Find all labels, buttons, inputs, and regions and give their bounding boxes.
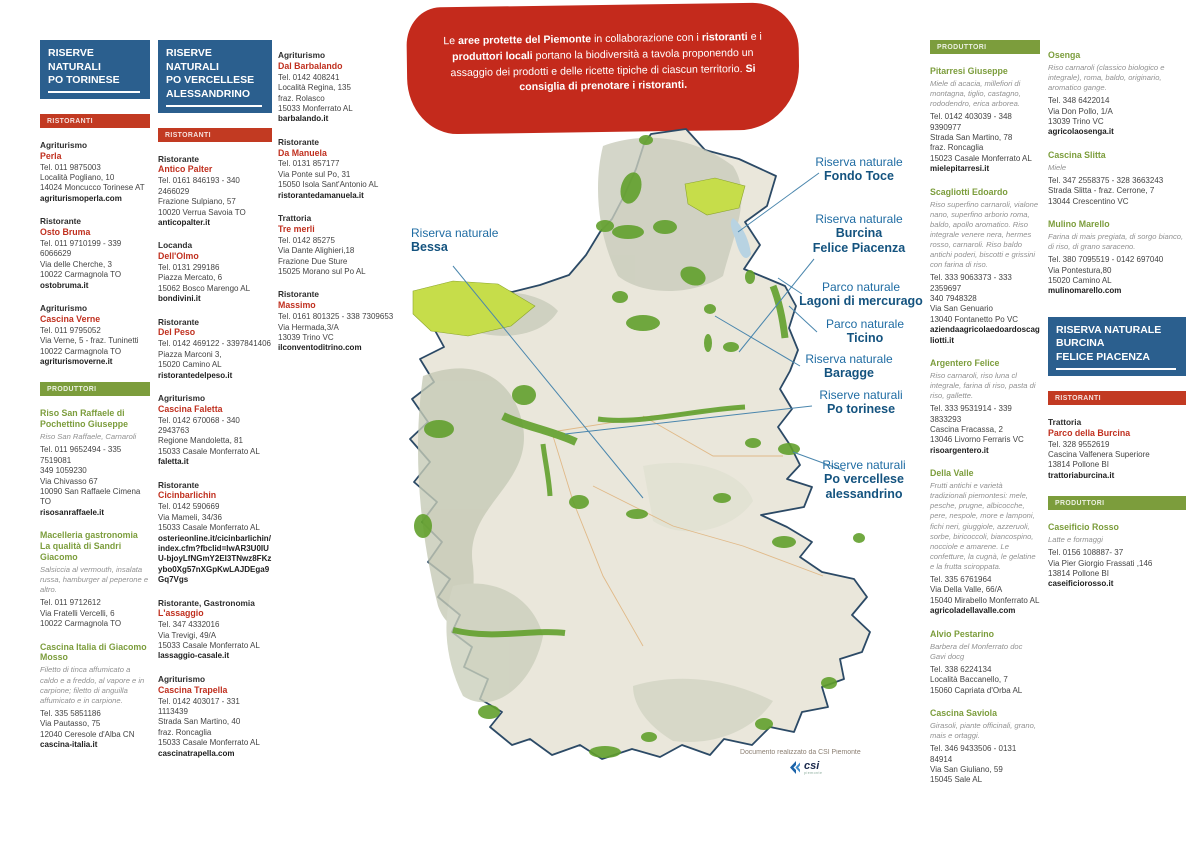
entry-category: Ristorante (40, 216, 82, 227)
entry-address-line: Via Don Pollo, 1/A (1048, 106, 1113, 116)
entry-name: Cicinbarlichin (158, 490, 217, 501)
entry-phone: Tel. 0142 469122 - 3397841406 (158, 339, 271, 349)
intro-segment: in collaborazione con i (591, 31, 702, 45)
restaurant-entry (278, 289, 394, 353)
restaurant-entry (158, 240, 272, 304)
entry-phone: Tel. 0142 590669 (158, 502, 220, 512)
entry-name: Macelleria gastronomia La qualità di Sandri Giacomo (40, 530, 138, 563)
entry-phone: Tel. 011 9710199 - 339 6066629 (40, 239, 122, 259)
entry-address-line: Via delle Cherche, 3 (40, 259, 112, 269)
entry-phone: Tel. 011 9712612 (40, 598, 101, 608)
entry-website: anticopalter.it (158, 217, 211, 227)
map-label-name: Po torinese (826, 402, 896, 417)
entry-name: Mulino Marello (1048, 219, 1110, 230)
restaurant-entry (40, 140, 150, 204)
csi-logo-icon (787, 761, 802, 774)
entry-description: Riso carnaroli (classico biologico e integrale), roma, baldo, originario, aromatico gange. (1048, 62, 1165, 93)
entry-website: lassaggio-casale.it (158, 651, 230, 661)
map-label-name: alessandrino (825, 486, 903, 501)
map-label-fondo-toce (808, 155, 910, 184)
entry-website: agricoladellavalle.com (930, 606, 1016, 616)
entry-address-line: 15045 Sale AL (930, 775, 983, 785)
entry-category: Agriturismo (158, 392, 206, 403)
entry-address-line: Via Hermada,3/A (278, 322, 339, 332)
entry-website: ristorantedelpeso.it (158, 370, 233, 380)
entry-name: Antico Palter (158, 164, 213, 175)
restaurant-entry (158, 393, 272, 468)
column-right (1048, 38, 1186, 590)
intro-segment: Le (443, 34, 459, 47)
entry-category: Ristorante (158, 479, 200, 490)
entry-name: Cascina Slitta (1048, 149, 1106, 160)
entry-category: Ristorante (158, 316, 200, 327)
entry-phone: Tel. 011 9652494 - 335 7519081 (40, 445, 122, 465)
entry-phone: Tel. 380 7095519 - 0142 697040 (1048, 255, 1164, 265)
map-label-name: Burcina (835, 226, 883, 241)
section-header-line: PO VERCELLESE (166, 74, 255, 87)
entry-address-line: 13039 Trino VC (278, 332, 334, 342)
intro-segment: ristoranti (701, 30, 748, 44)
map-label-type: Riserva naturale (411, 226, 499, 240)
entry-address-line: 15023 Casale Monferrato AL (930, 153, 1032, 163)
entry-phone: Tel. 0156 108887- 37 (1048, 548, 1124, 558)
entry-address-line: Via Verne, 5 - fraz. Tuninetti (40, 336, 139, 346)
entry-category: Ristorante (278, 289, 320, 300)
entry-name: Tre merli (278, 223, 315, 234)
entry-address-line: 10020 Verrua Savoia TO (158, 207, 246, 217)
entry-name: Osenga (1048, 50, 1081, 60)
producer-entry (930, 708, 1040, 786)
entry-website: risoargentero.it (930, 445, 989, 455)
entry-name: Alvio Pestarino (930, 628, 995, 639)
entry-phone: Tel. 328 9552619 (1048, 439, 1110, 449)
produttori-bar: PRODUTTORI (1048, 496, 1186, 510)
entry-website: bondivini.it (158, 294, 201, 304)
entry-website: risosanraffaele.it (40, 507, 105, 517)
entry-description: Latte e formaggi (1048, 535, 1103, 545)
entry-address-line: Via San Giuliano, 59 (930, 764, 1003, 774)
section-header-line: FELICE PIACENZA (1056, 351, 1150, 364)
map-label-type: Riserva naturale (805, 352, 893, 366)
map-label-name: Fondo Toce (824, 169, 894, 184)
entry-name: Osto Bruma (40, 227, 91, 238)
entry-name: Argentero Felice (930, 357, 1000, 368)
entry-address-line: 14024 Moncucco Torinese AT (40, 183, 145, 193)
entry-description: Miele di acacia, millefiori di montagna, tiglio, castagno, rododendro, erica arborea. (930, 78, 1021, 109)
entry-description: Girasoli, piante officinali, grano, mais e ortaggi. (930, 720, 1036, 741)
entry-website: trattoriaburcina.it (1048, 470, 1115, 480)
entry-website: aziendaagricolaedoardoscagliotti.it (930, 325, 1040, 345)
entry-address-line: Via Trevigi, 49/A (158, 630, 217, 640)
entry-address-line: 10022 Carmagnola TO (40, 346, 122, 356)
entry-address-line: Via Fratelli Vercelli, 6 (40, 608, 115, 618)
map-label-name: Ticino (846, 331, 884, 346)
entry-address-line: 13814 Pollone BI (1048, 568, 1109, 578)
entry-address-line: fraz. Roncaglia (930, 143, 984, 153)
intro-segment: aree protette del Piemonte (457, 32, 592, 47)
entry-name: Pitarresi Giuseppe (930, 66, 1008, 76)
intro-segment: produttori locali (451, 49, 533, 63)
producer-entry (930, 187, 1040, 346)
intro-banner (406, 2, 800, 134)
entry-category: Agriturismo (158, 673, 206, 684)
entry-address-line: 12040 Ceresole d'Alba CN (40, 729, 135, 739)
entry-name: Del Peso (158, 327, 196, 338)
entry-name: Dal Barbalando (278, 60, 343, 71)
csi-logo-text: csi piemonte (804, 760, 823, 775)
intro-segment: e i (747, 30, 762, 43)
entry-phone: Tel. 0142 85275 (278, 235, 335, 245)
entry-description: Barbera del Monferrato doc Gavi docg (930, 641, 1023, 661)
entry-phone: Tel. 011 9795052 (40, 325, 101, 335)
entry-address-line: 15060 Capriata d'Orba AL (930, 685, 1023, 695)
entry-category: Trattoria (1048, 416, 1082, 427)
entry-address-line: Via Della Valle, 66/A (930, 585, 1003, 595)
entry-phone: Tel. 0142 403017 - 331 1113439 (158, 696, 240, 717)
producer-entry (1048, 150, 1186, 207)
entry-address-line: 13044 Crescentino VC (1048, 196, 1129, 206)
entry-address-line: Strada San Martino, 78 (930, 133, 1013, 143)
entry-phone: Tel. 0142 670068 - 340 (158, 415, 240, 425)
entry-name: Parco della Burcina (1048, 427, 1131, 438)
restaurant-entry (278, 50, 394, 125)
csi-logo (787, 761, 822, 776)
entry-phone: Tel. 335 5851186 (40, 708, 101, 718)
entry-address-line: Località Regina, 135 (278, 83, 351, 93)
restaurant-entry (278, 137, 394, 201)
entry-phone: Tel. 348 6422014 (1048, 96, 1110, 106)
entry-website: faletta.it (158, 457, 189, 467)
entry-address-line: Frazione Due Sture (278, 256, 348, 266)
entry-website: ilconventoditrino.com (278, 343, 362, 353)
entry-website: mulinomarello.com (1048, 286, 1122, 296)
restaurant-entry (278, 213, 394, 277)
section-header (40, 40, 150, 99)
section-header-line: PO TORINESE (48, 74, 120, 87)
map-label-type: Riserva naturale (815, 155, 903, 169)
entry-phone: Tel. 0142 403039 - 348 9390977 (930, 112, 1012, 132)
restaurant-entry (1048, 417, 1186, 481)
intro-text (435, 29, 772, 97)
producer-entry (930, 358, 1040, 456)
entry-category: Agriturismo (40, 139, 88, 150)
entry-description: Riso carnaroli, riso luna cl integrale, farina di riso, pasta di riso, gallette. (930, 370, 1036, 401)
entry-website: agriturismoperla.com (40, 193, 122, 203)
producer-entry (930, 66, 1040, 175)
entry-name: Della Valle (930, 468, 974, 479)
map-label-type: Parco naturale (821, 280, 901, 294)
entry-website: barbalando.it (278, 114, 329, 124)
entry-name: Da Manuela (278, 147, 327, 158)
entry-phone: Tel. 0161 846193 - 340 2466029 (158, 176, 240, 196)
map-label-po-torinese (808, 388, 914, 417)
map-label-burcina (800, 212, 918, 256)
entry-address-line: 10090 San Raffaele Cimena TO (40, 486, 141, 507)
produttori-bar: PRODUTTORI (930, 40, 1040, 54)
entry-address-line: Località Pogliano, 10 (40, 173, 115, 183)
producer-entry (930, 468, 1040, 616)
entry-name: Riso San Raffaele di Pochettino Giuseppe (40, 408, 128, 430)
entry-name: Cascina Italia di Giacomo Mosso (40, 641, 147, 663)
entry-address-line: 349 1059230 (40, 466, 87, 476)
map-label-type: Parco naturale (825, 317, 905, 331)
entry-address-line: 15033 Casale Monferrato AL (158, 738, 260, 748)
entry-address-line: 15020 Camino AL (1048, 276, 1112, 286)
entry-category: Ristorante (278, 136, 320, 147)
column-po-torinese (40, 40, 150, 750)
entry-phone: Tel. 347 2558375 - 328 3663243 (1048, 175, 1164, 185)
entry-address-line: 340 7948328 (930, 294, 977, 304)
map-label-bessa (411, 226, 511, 255)
entry-address-line: Regione Mandoletta, 81 (158, 436, 243, 446)
map-label-name: Po vercellese (824, 472, 904, 487)
entry-address-line: fraz. Roncaglia (158, 727, 212, 737)
restaurant-entry (158, 598, 272, 662)
entry-category: Locanda (158, 240, 193, 251)
entry-address-line: 2943763 (158, 426, 190, 436)
section-header (158, 40, 272, 113)
map-label-baragge (796, 352, 902, 381)
entry-description: Riso superfino carnaroli, vialone nano, superfino arborio roma, baldo, apollo aromatico. Riso integrale venere nera, hermes rosso, carnaroli. Riso baldo antichi poderi, biscotti e grissini con farina di riso. (930, 199, 1039, 270)
entry-website: mielepitarresi.it (930, 164, 990, 174)
entry-address-line: 10022 Carmagnola TO (40, 270, 122, 280)
entry-phone: Tel. 0131 299186 (158, 263, 220, 273)
entry-phone: Tel. 333 9063373 - 333 2359697 (930, 273, 1012, 293)
producer-entry (930, 629, 1040, 696)
entry-address-line: Strada Slitta - fraz. Cerrone, 7 (1048, 186, 1155, 196)
entry-website: ostobruma.it (40, 280, 89, 290)
entry-address-line: 13046 Livorno Ferraris VC (930, 435, 1024, 445)
restaurant-entry (158, 317, 272, 381)
producer-entry (1048, 522, 1186, 590)
entry-address-line: Via Pontestura,80 (1048, 265, 1112, 275)
entry-address-line: Via Dante Alighieri,18 (278, 246, 355, 256)
producer-entry (40, 408, 150, 518)
entry-phone: Tel. 0161 801325 - 338 7309653 (278, 312, 394, 322)
column-produttori (930, 40, 1040, 786)
restaurant-entry (40, 303, 150, 367)
entry-category: Ristorante (158, 153, 200, 164)
entry-address-line: 10022 Carmagnola TO (40, 619, 122, 629)
entry-description: Filetto di tinca affumicato a caldo e a freddo, al vapore e in carpione; filetto di anguilla affumicato e in carpione. (40, 665, 145, 705)
entry-description: Salsiccia al vermouth, insalata russa, hamburger al peperone e altro. (40, 565, 149, 595)
entry-address-line: Via San Genuario (930, 304, 994, 314)
entry-address-line: Frazione Sulpiano, 57 (158, 197, 236, 207)
entry-address-line: 13814 Pollone BI (1048, 460, 1109, 470)
column-po-vercellese (158, 40, 272, 759)
entry-address-line: 15050 Isola Sant'Antonio AL (278, 180, 379, 190)
entry-name: Dell'Olmo (158, 251, 199, 262)
map-label-type: Riserve naturali (819, 388, 903, 402)
entry-category: Ristorante, Gastronomia (158, 597, 255, 608)
entry-address-line: 13040 Fontanetto Po VC (930, 314, 1019, 324)
entry-address-line: Via Pier Giorgio Frassati ,146 (1048, 558, 1153, 568)
entry-phone: Tel. 0142 408241 (278, 72, 340, 82)
entry-website: cascina-italia.it (40, 740, 98, 750)
entry-website: agriturismoverne.it (40, 356, 113, 366)
entry-website: osterieonline.it/cicinbarlichin/index.cfm?fbclid=IwAR3U0IUU-bjoyLfNGmY2EI3TNwz8FKzybo0Xg57nXGpKwLAJDEga9Gq7Vgs (158, 533, 272, 585)
entry-description: Miele (1048, 162, 1067, 172)
producer-entry (1048, 50, 1186, 138)
entry-category: Trattoria (278, 213, 312, 224)
entry-address-line: Piazza Marconi 3, (158, 349, 222, 359)
entry-address-line: Via Pautasso, 75 (40, 719, 101, 729)
entry-description: Riso San Raffaele, Carnaroli (40, 432, 137, 442)
entry-phone: Tel. 346 9433506 - 0131 84914 (930, 744, 1017, 764)
credit-text: Documento realizzato da CSI Piemonte (740, 749, 861, 756)
entry-phone: Tel. 335 6761964 (930, 575, 992, 585)
section-header (1048, 317, 1186, 376)
entry-name: Cascina Trapella (158, 684, 228, 695)
entry-description: Farina di mais pregiata, di sorgo bianco, di riso, di grano saraceno. (1048, 232, 1184, 252)
section-header-line: RISERVE NATURALI (166, 47, 219, 73)
entry-address-line: Piazza Mercato, 6 (158, 273, 223, 283)
entry-phone: Tel. 338 6224134 (930, 664, 992, 674)
entry-phone: Tel. 347 4332016 (158, 620, 220, 630)
map-label-name: Felice Piacenza (812, 240, 906, 255)
entry-address-line: Località Baccanello, 7 (930, 675, 1008, 685)
entry-address-line: Cascina Valfenera Superiore (1048, 449, 1150, 459)
entry-description: Frutti antichi e varietà tradizionali piemontesi: mele, pesche, prugne, albicocche, pere, nespole, more e lamponi, fichi neri, giuggiole, azzeruoli, sorbe, biricoccoli, biancospino, nocciole e amarene. Le confetture, la cugnà, le gelatine e la frutta sciroppata. (930, 481, 1036, 571)
entry-address-line: Strada San Martino, 40 (158, 717, 241, 727)
entry-category: Agriturismo (278, 50, 326, 60)
section-header-line: RISERVE NATURALI (48, 47, 101, 73)
entry-address-line: 15033 Monferrato AL (278, 103, 353, 113)
map-label-name: Bessa (411, 240, 448, 255)
restaurant-entry (158, 674, 272, 759)
map-label-po-vercellese (808, 458, 920, 502)
section-header-line: RISERVA NATURALE (1056, 323, 1162, 336)
map-label-name: Baragge (823, 366, 875, 381)
ristoranti-bar: RISTORANTI (1048, 391, 1186, 405)
entry-name: Cascina Saviola (930, 707, 997, 718)
entry-address-line: 15033 Casale Monferrato AL (158, 641, 260, 651)
entry-address-line: 15033 Casale Monferrato AL (158, 523, 260, 533)
entry-address-line: fraz. Rolasco (278, 93, 325, 103)
map-label-type: Riserve naturali (822, 458, 906, 472)
burcina-block (1048, 317, 1186, 590)
entry-name: Massimo (278, 300, 316, 311)
entry-address-line: Via Chivasso 67 (40, 476, 98, 486)
entry-address-line: 15020 Camino AL (158, 360, 222, 370)
ristoranti-bar: RISTORANTI (158, 128, 272, 142)
map-label-type: Riserva naturale (815, 212, 903, 226)
intro-segment: portano la biodiversità a tavola proponendo un assaggio dei prodotti e delle ricette tipiche di ciascun territorio. (450, 46, 754, 79)
entry-category: Agriturismo (40, 302, 88, 313)
entry-phone: Tel. 011 9875003 (40, 162, 101, 172)
entry-website: agricolaosenga.it (1048, 127, 1114, 137)
entry-name: Cascina Verne (40, 313, 101, 324)
restaurant-entry (40, 216, 150, 291)
producer-entry (40, 530, 150, 629)
restaurant-entry (158, 154, 272, 229)
entry-phone: Tel. 0131 857177 (278, 159, 340, 169)
entry-address-line: 13039 Trino VC (1048, 117, 1104, 127)
entry-address-line: Cascina Fracassa, 2 (930, 425, 1003, 435)
entry-name: Cascina Faletta (158, 403, 223, 414)
entry-name: Scagliotti Edoardo (930, 186, 1008, 197)
entry-name: Perla (40, 150, 62, 161)
entry-address-line: 15033 Casale Monferrato AL (158, 446, 260, 456)
producer-entry (1048, 219, 1186, 297)
produttori-bar: PRODUTTORI (40, 382, 150, 396)
entry-name: Caseificio Rosso (1048, 522, 1119, 533)
entry-website: ristorantedamanuela.it (278, 190, 364, 200)
section-header-line: ALESSANDRINO (166, 87, 251, 100)
ristoranti-bar: RISTORANTI (40, 114, 150, 128)
entry-address-line: 15040 Mirabello Monferrato AL (930, 595, 1040, 605)
entry-address-line: Via Mameli, 34/36 (158, 512, 222, 522)
section-header-line: BURCINA (1056, 337, 1105, 350)
entry-address-line: 15025 Morano sul Po AL (278, 266, 366, 276)
entry-phone: Tel. 333 9531914 - 339 3833293 (930, 404, 1012, 424)
restaurant-entry (158, 480, 272, 586)
producer-entry (40, 642, 150, 751)
entry-website: caseificiorosso.it (1048, 579, 1114, 589)
intro-segment: Si consiglia di prenotare i ristoranti. (519, 62, 756, 94)
map-label-ticino (812, 317, 918, 346)
entry-address-line: Via Ponte sul Po, 31 (278, 169, 351, 179)
map-label-name: Lagoni di mercurago (799, 294, 923, 309)
entry-website: cascinatrapella.com (158, 748, 235, 758)
map-label-lagoni (792, 280, 930, 309)
entry-name: L'assaggio (158, 608, 204, 619)
entry-address-line: 15062 Bosco Marengo AL (158, 283, 251, 293)
column-po-vercellese-cont (278, 38, 394, 354)
